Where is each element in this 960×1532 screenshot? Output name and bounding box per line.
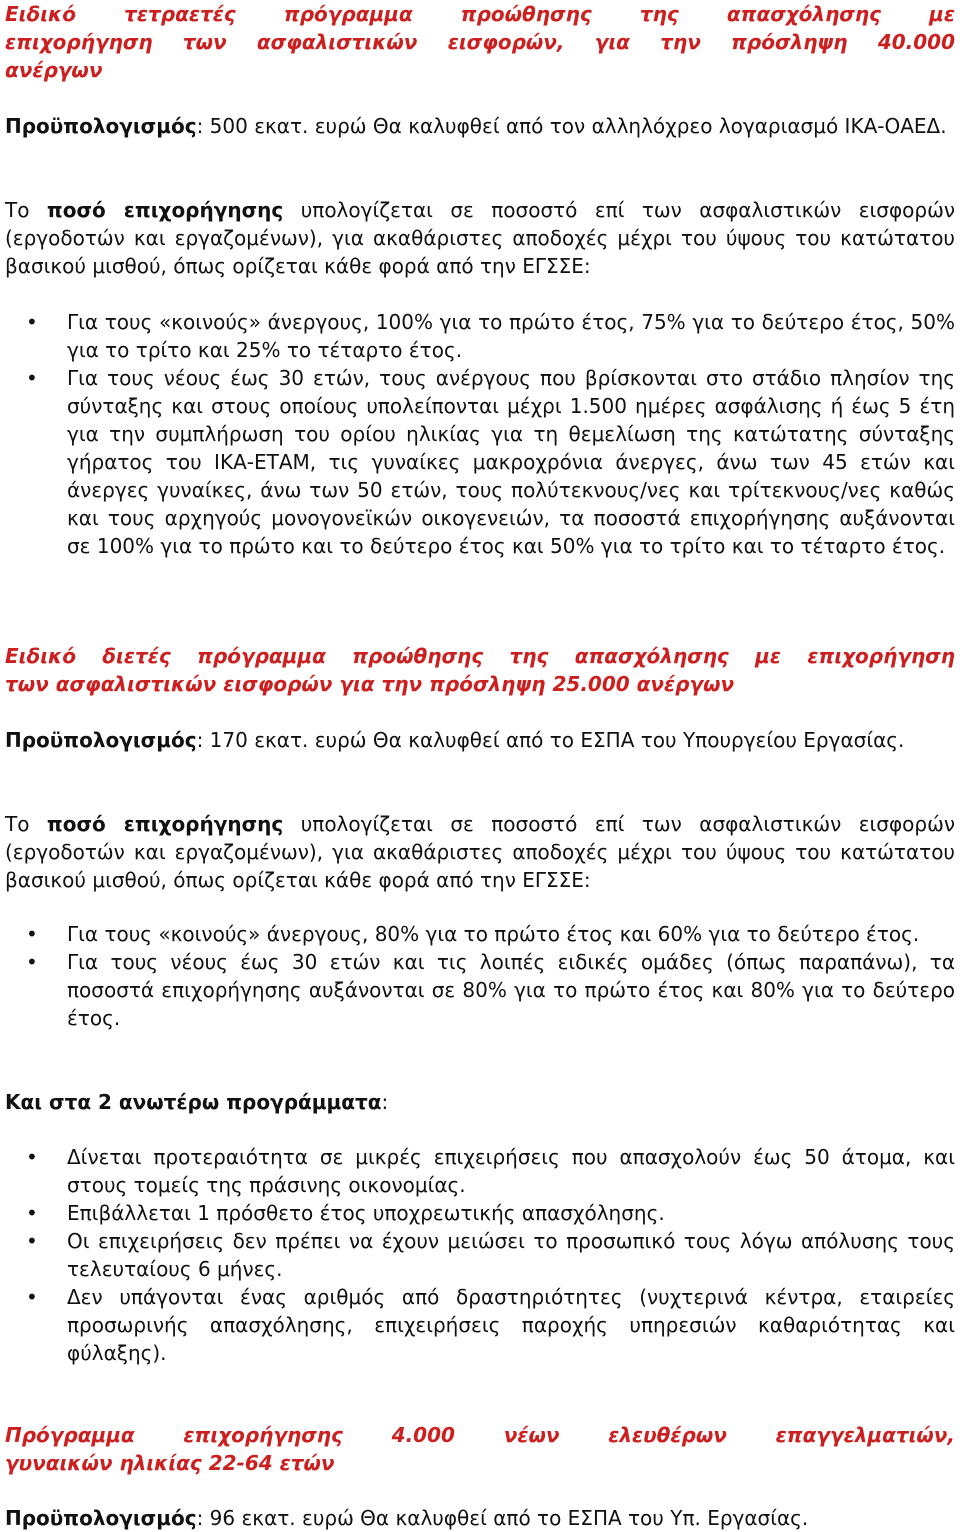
section2-heading: [5, 642, 955, 698]
section1-bullets: [5, 308, 955, 560]
heading-line: Ειδικό τετραετές πρόγραμμα προώθησης της απασχόλησης με: [5, 2, 955, 26]
amount-label: ποσό επιχορήγησης: [46, 198, 284, 222]
heading-line: Πρόγραμμα επιχορήγησης 4.000 νέων ελευθέρων επαγγελματιών,: [5, 1423, 955, 1447]
budget-label: Προϋπολογισμός: [5, 728, 197, 752]
heading-line: επιχορήγηση των ασφαλιστικών εισφορών, για την πρόσληψη 40.000: [5, 30, 955, 54]
heading-line: των ασφαλιστικών εισφορών για την πρόσληψη 25.000 ανέργων: [5, 672, 735, 696]
list-item: • Επιβάλλεται 1 πρόσθετο έτος υποχρεωτικής απασχόλησης.: [5, 1199, 955, 1227]
section2-amount: [5, 810, 955, 894]
common-label-suffix: :: [381, 1090, 389, 1114]
heading-line: Ειδικό διετές πρόγραμμα προώθησης της απασχόλησης με επιχορήγηση: [5, 644, 955, 668]
list-item: • Για τους νέους έως 30 ετών, τους ανέργους που βρίσκονται στο στάδιο πλησίον της σύνταξης και στους οποίους υπολείπονται μέχρι 1.500 ημέρες ασφάλισης ή έως 5 έτη για την συμπλήρωση του ορίου ηλικίας για τη θεμελίωση της κατώτατης σύνταξης γήρατος του ΙΚΑ-ΕΤΑΜ, τις γυναίκες μακροχρόνια άνεργες, άνω των 45 ετών και άνεργες γυναίκες, άνω των 50 ετών, τους πολύτεκνους/νες και τρίτεκνους/νες καθώς και τους αρχηγούς μονογονεϊκών οικογενειών, τα ποσοστά επιχορήγησης αυξάνονται σε 100% για το πρώτο και το δεύτερο έτος και 50% για το τρίτο και το τέταρτο έτος.: [5, 364, 955, 560]
heading-line: γυναικών ηλικίας 22-64 ετών: [5, 1451, 335, 1475]
section2-budget: [5, 726, 955, 754]
amount-label: ποσό επιχορήγησης: [46, 812, 284, 836]
list-item: • Για τους «κοινούς» άνεργους, 80% για το πρώτο έτος και 60% για το δεύτερο έτος.: [5, 920, 955, 948]
amount-text: υπολογίζεται σε ποσοστό επί των ασφαλιστικών εισφορών (εργοδοτών και εργαζομένων), για ακαθάριστες αποδοχές μέχρι του ύψους του κατώτατου βασικού μισθού, όπως ορίζεται κάθε φορά από την ΕΓΣΣΕ:: [5, 198, 956, 278]
list-item: • Οι επιχειρήσεις δεν πρέπει να έχουν μειώσει το προσωπικό τους λόγω απόλυσης τους τελευταίους 6 μήνες.: [5, 1227, 955, 1283]
budget-text: : 96 εκατ. ευρώ Θα καλυφθεί από το ΕΣΠΑ του Υπ. Εργασίας.: [196, 1506, 809, 1530]
section1-budget: [5, 112, 955, 140]
heading-line: ανέργων: [5, 58, 103, 82]
section3-budget: [5, 1504, 955, 1532]
budget-text: : 170 εκατ. ευρώ Θα καλυφθεί από το ΕΣΠΑ του Υπουργείου Εργασίας.: [196, 728, 905, 752]
list-item: • Δεν υπάγονται ένας αριθμός από δραστηριότητες (νυχτερινά κέντρα, εταιρείες προσωρινής απασχόλησης, επιχειρήσεις παροχής υπηρεσιών καθαριότητας και φύλαξης).: [5, 1283, 955, 1367]
amount-prefix: Το: [5, 812, 47, 836]
section2-bullets: [5, 920, 955, 1032]
common-bullets: [5, 1143, 955, 1367]
common-label-text: Και στα 2 ανωτέρω προγράμματα: [5, 1090, 382, 1114]
section1-amount: [5, 196, 955, 280]
list-item: • Για τους «κοινούς» άνεργους, 100% για το πρώτο έτος, 75% για το δεύτερο έτος, 50% για το τρίτο και 25% το τέταρτο έτος.: [5, 308, 955, 364]
amount-prefix: Το: [5, 198, 47, 222]
budget-label: Προϋπολογισμός: [5, 1506, 197, 1530]
common-label: [5, 1088, 955, 1116]
amount-text: υπολογίζεται σε ποσοστό επί των ασφαλιστικών εισφορών (εργοδοτών και εργαζομένων), για ακαθάριστες αποδοχές μέχρι του ύψους του κατώτατου βασικού μισθού, όπως ορίζεται κάθε φορά από την ΕΓΣΣΕ:: [5, 812, 956, 892]
section1-heading: [5, 0, 955, 84]
list-item: • Για τους νέους έως 30 ετών και τις λοιπές ειδικές ομάδες (όπως παραπάνω), τα ποσοστά επιχορήγησης αυξάνονται σε 80% για το πρώτο έτος και 80% για το δεύτερο έτος.: [5, 948, 955, 1032]
list-item: • Δίνεται προτεραιότητα σε μικρές επιχειρήσεις που απασχολούν έως 50 άτομα, και στους τομείς της πράσινης οικονομίας.: [5, 1143, 955, 1199]
budget-label: Προϋπολογισμός: [5, 114, 197, 138]
section3-heading: [5, 1421, 955, 1477]
budget-text: : 500 εκατ. ευρώ Θα καλυφθεί από τον αλληλόχρεο λογαριασμό ΙΚΑ-ΟΑΕΔ.: [196, 114, 947, 138]
